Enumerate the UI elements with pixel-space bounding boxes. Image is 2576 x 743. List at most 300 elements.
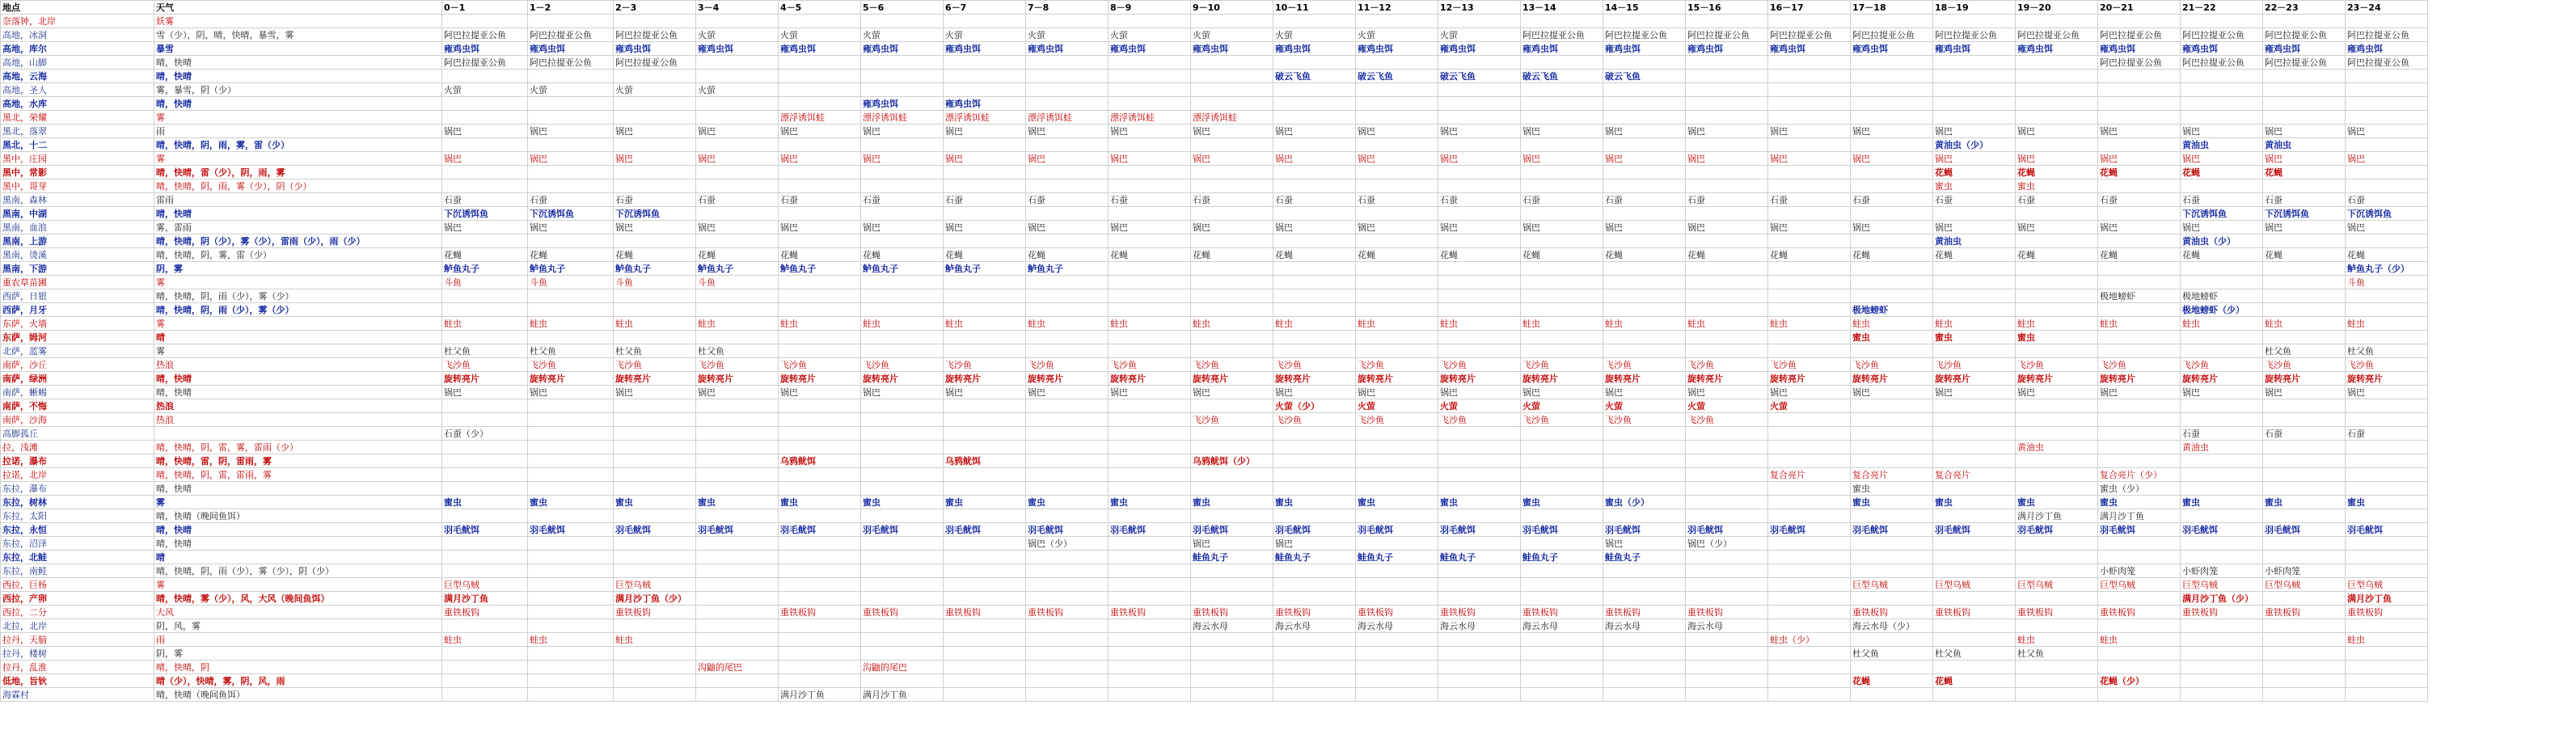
bait-cell [1768, 578, 1851, 592]
bait-cell: 雍鸡虫饵 [1026, 42, 1109, 56]
bait-cell [1521, 647, 1603, 661]
location-cell: 东拉，瀑布 [1, 482, 154, 496]
bait-cell: 蛀虫 [528, 317, 614, 331]
bait-cell: 满月沙丁鱼（少） [614, 592, 696, 606]
bait-cell [1851, 276, 1933, 289]
bait-cell: 石蚕 [1273, 193, 1356, 207]
bait-cell [696, 111, 779, 125]
bait-cell: 飞沙鱼 [1521, 413, 1603, 427]
bait-cell: 蜜虫（少） [1603, 496, 1686, 509]
bait-cell: 极地螃虾（少） [2181, 303, 2263, 317]
table-row [1, 551, 2428, 564]
bait-cell [2346, 564, 2428, 578]
bait-cell: 蛀虫 [779, 317, 861, 331]
location-cell: 黑南，中湖 [1, 207, 154, 221]
bait-cell [1438, 303, 1521, 317]
bait-cell [528, 537, 614, 551]
bait-cell [1603, 166, 1686, 179]
hour-header: 9－10 [1191, 1, 1273, 15]
hour-header: 13－14 [1521, 1, 1603, 15]
bait-cell [1851, 166, 1933, 179]
bait-cell: 巨型乌贼 [1933, 578, 2016, 592]
bait-cell [779, 234, 861, 248]
bait-cell [2098, 413, 2181, 427]
weather-cell: 雾，暴雪，阴（少） [154, 83, 442, 97]
bait-cell [1521, 537, 1603, 551]
bait-cell: 蛀虫 [1768, 317, 1851, 331]
weather-cell: 雨 [154, 125, 442, 138]
bait-cell [1933, 413, 2016, 427]
bait-cell: 重铁板钩 [1273, 606, 1356, 619]
hour-header: 6－7 [944, 1, 1026, 15]
bait-cell: 蜜虫 [528, 496, 614, 509]
bait-cell [1356, 207, 1438, 221]
bait-cell [944, 564, 1026, 578]
bait-cell [442, 441, 528, 454]
hour-header: 20－21 [2098, 1, 2181, 15]
bait-cell: 火萤 [779, 28, 861, 42]
bait-cell [528, 111, 614, 125]
bait-cell [1933, 399, 2016, 413]
bait-cell: 飞沙鱼 [2181, 358, 2263, 372]
bait-cell [779, 661, 861, 674]
bait-cell [1109, 289, 1191, 303]
bait-cell [2181, 276, 2263, 289]
bait-cell [944, 592, 1026, 606]
bait-cell: 锅巴 [2098, 125, 2181, 138]
bait-cell: 羽毛鱿饵 [2263, 523, 2346, 537]
bait-cell [2346, 674, 2428, 688]
weather-cell [154, 427, 442, 441]
bait-cell: 花蝇 [1933, 674, 2016, 688]
table-row [1, 468, 2428, 482]
bait-cell [1356, 331, 1438, 344]
bait-cell: 蛀虫 [2016, 317, 2098, 331]
bait-cell [1686, 661, 1768, 674]
bait-cell: 花蝇（少） [2098, 674, 2181, 688]
bait-cell: 锅巴 [2263, 125, 2346, 138]
bait-cell [1273, 111, 1356, 125]
bait-cell [528, 468, 614, 482]
bait-cell: 花蝇 [1273, 248, 1356, 262]
bait-cell [1686, 674, 1768, 688]
bait-cell [614, 399, 696, 413]
bait-cell [1521, 482, 1603, 496]
bait-cell [1109, 344, 1191, 358]
bait-cell [696, 688, 779, 702]
bait-cell: 锅巴 [2181, 221, 2263, 234]
bait-cell: 鲈鱼丸子 [696, 262, 779, 276]
bait-cell: 蛀虫 [1686, 317, 1768, 331]
table-row [1, 125, 2428, 138]
bait-cell: 锅巴 [1026, 152, 1109, 166]
bait-cell: 旋转亮片 [528, 372, 614, 386]
bait-cell [1686, 647, 1768, 661]
bait-cell: 旋转亮片 [1273, 372, 1356, 386]
bait-cell: 雍鸡虫饵 [1686, 42, 1768, 56]
bait-cell [528, 688, 614, 702]
bait-cell [696, 207, 779, 221]
bait-cell [1273, 592, 1356, 606]
bait-cell: 蜜虫（少） [2098, 482, 2181, 496]
bait-cell [528, 399, 614, 413]
bait-cell: 羽毛鱿饵 [1521, 523, 1603, 537]
bait-cell: 黄油虫 [2181, 441, 2263, 454]
location-cell: 奈落钟，北岸 [1, 15, 154, 28]
bait-cell: 雍鸡虫饵 [1851, 42, 1933, 56]
bait-cell [1191, 633, 1273, 647]
bait-cell: 雍鸡虫饵 [696, 42, 779, 56]
bait-cell [1273, 138, 1356, 152]
table-row [1, 661, 2428, 674]
bait-cell: 蛀虫 [1438, 317, 1521, 331]
location-cell: 高脚孤丘 [1, 427, 154, 441]
weather-cell: 晴（少），快晴，雾，阴，风，雨 [154, 674, 442, 688]
bait-cell: 火萤 [1521, 399, 1603, 413]
bait-cell [614, 688, 696, 702]
bait-cell [696, 97, 779, 111]
hour-header: 0－1 [442, 1, 528, 15]
bait-cell [2016, 661, 2098, 674]
bait-cell [779, 344, 861, 358]
bait-cell [2346, 441, 2428, 454]
bait-cell: 飞沙鱼 [779, 358, 861, 372]
bait-cell: 蛀虫 [528, 633, 614, 647]
bait-cell [2016, 303, 2098, 317]
bait-cell [1356, 427, 1438, 441]
bait-cell [779, 468, 861, 482]
bait-cell [1603, 276, 1686, 289]
bait-cell: 蜜虫 [1851, 482, 1933, 496]
bait-cell [944, 441, 1026, 454]
bait-cell [944, 647, 1026, 661]
bait-cell [2016, 468, 2098, 482]
bait-cell: 锅巴 [779, 125, 861, 138]
bait-cell [1521, 111, 1603, 125]
bait-cell: 花蝇 [861, 248, 944, 262]
bait-cell [1273, 344, 1356, 358]
bait-cell [1026, 427, 1109, 441]
bait-cell: 阿巴拉提亚公鱼 [2098, 56, 2181, 70]
bait-cell: 锅巴 [1356, 152, 1438, 166]
bait-cell [696, 674, 779, 688]
location-cell: 南萨，不悔 [1, 399, 154, 413]
bait-cell [2181, 344, 2263, 358]
bait-cell [2263, 276, 2346, 289]
bait-cell [442, 70, 528, 83]
bait-cell: 羽毛鱿饵 [1026, 523, 1109, 537]
bait-cell [1356, 647, 1438, 661]
bait-cell [1686, 234, 1768, 248]
bait-cell: 锅巴 [2098, 152, 2181, 166]
bait-cell [1603, 427, 1686, 441]
bait-cell: 花蝇 [1851, 248, 1933, 262]
bait-cell: 花蝇 [779, 248, 861, 262]
bait-cell [1191, 688, 1273, 702]
bait-cell: 鲑鱼丸子 [1356, 551, 1438, 564]
bait-cell: 石蚕（少） [442, 427, 528, 441]
bait-cell [779, 413, 861, 427]
bait-cell [696, 468, 779, 482]
bait-cell [861, 468, 944, 482]
bait-cell [2016, 537, 2098, 551]
bait-cell: 乌鸦鱿饵 [779, 454, 861, 468]
bait-cell [1933, 289, 2016, 303]
hour-header: 21－22 [2181, 1, 2263, 15]
bait-cell: 石蚕 [1603, 193, 1686, 207]
bait-cell [1521, 331, 1603, 344]
bait-cell [779, 427, 861, 441]
bait-cell: 花蝇 [1851, 674, 1933, 688]
bait-cell [1356, 234, 1438, 248]
bait-cell [944, 276, 1026, 289]
bait-cell: 重铁板钩 [2016, 606, 2098, 619]
location-cell: 南萨，绿洲 [1, 372, 154, 386]
bait-cell: 锅巴 [1768, 221, 1851, 234]
location-cell: 南萨，沙丘 [1, 358, 154, 372]
bait-cell: 锅巴 [614, 125, 696, 138]
bait-cell: 锅巴 [1273, 152, 1356, 166]
bait-cell [1438, 592, 1521, 606]
bait-cell [1438, 344, 1521, 358]
bait-cell [1273, 207, 1356, 221]
bait-cell [779, 56, 861, 70]
bait-cell [2346, 413, 2428, 427]
bait-cell [2263, 674, 2346, 688]
hour-header: 12－13 [1438, 1, 1521, 15]
bait-cell [1109, 70, 1191, 83]
bait-cell [2181, 399, 2263, 413]
bait-cell [1273, 674, 1356, 688]
bait-cell [1686, 344, 1768, 358]
hour-header: 14－15 [1603, 1, 1686, 15]
bait-cell: 满月沙丁鱼 [861, 688, 944, 702]
bait-cell [1521, 138, 1603, 152]
bait-cell: 重铁板钩 [2346, 606, 2428, 619]
location-cell: 北萨，蓝雾 [1, 344, 154, 358]
bait-cell: 花蝇 [2346, 248, 2428, 262]
bait-cell: 锅巴 [2263, 221, 2346, 234]
bait-cell: 杜父鱼 [1851, 647, 1933, 661]
bait-cell [1768, 647, 1851, 661]
bait-cell [1438, 661, 1521, 674]
bait-cell: 石蚕 [1933, 193, 2016, 207]
bait-cell: 飞沙鱼 [442, 358, 528, 372]
bait-cell [442, 619, 528, 633]
bait-cell [944, 482, 1026, 496]
bait-cell [614, 619, 696, 633]
bait-cell [1026, 509, 1109, 523]
bait-cell: 花蝇 [944, 248, 1026, 262]
bait-cell [2181, 647, 2263, 661]
bait-cell [1933, 262, 2016, 276]
bait-cell: 旋转亮片 [2016, 372, 2098, 386]
bait-cell: 满月沙丁鱼 [2016, 509, 2098, 523]
bait-cell: 飞沙鱼 [1273, 413, 1356, 427]
bait-cell: 蛀虫 [1109, 317, 1191, 331]
bait-cell: 锅巴 [1026, 125, 1109, 138]
bait-cell [2346, 303, 2428, 317]
bait-cell [779, 15, 861, 28]
location-cell: 海霖村 [1, 688, 154, 702]
bait-cell: 漂浮诱饵蛙 [779, 111, 861, 125]
bait-cell: 锅巴 [2098, 221, 2181, 234]
bait-cell [861, 166, 944, 179]
bait-cell [1191, 331, 1273, 344]
bait-cell [1521, 166, 1603, 179]
bait-cell: 花蝇 [442, 248, 528, 262]
bait-cell [614, 564, 696, 578]
bait-cell [1603, 661, 1686, 674]
bait-cell [1273, 647, 1356, 661]
location-cell: 低地，旨钬 [1, 674, 154, 688]
hour-header: 23－24 [2346, 1, 2428, 15]
bait-cell [2016, 207, 2098, 221]
bait-cell [1521, 468, 1603, 482]
bait-cell [1603, 454, 1686, 468]
table-row [1, 303, 2428, 317]
weather-cell: 晴，快晴 [154, 56, 442, 70]
bait-cell [779, 551, 861, 564]
bait-cell: 重铁板钩 [1851, 606, 1933, 619]
bait-cell: 复合亮片（少） [2098, 468, 2181, 482]
bait-cell: 锅巴 [1933, 221, 2016, 234]
bait-cell: 雍鸡虫饵 [2263, 42, 2346, 56]
bait-cell: 极地螃虾 [2098, 289, 2181, 303]
bait-cell [528, 509, 614, 523]
bait-cell [1933, 564, 2016, 578]
bait-cell [2181, 482, 2263, 496]
bait-cell: 石蚕 [2016, 193, 2098, 207]
bait-cell [1438, 564, 1521, 578]
bait-cell [1191, 70, 1273, 83]
bait-cell [1273, 166, 1356, 179]
bait-cell [1851, 207, 1933, 221]
bait-cell: 石蚕 [696, 193, 779, 207]
bait-cell: 蛀虫（少） [1768, 633, 1851, 647]
bait-cell: 蜜虫 [1521, 496, 1603, 509]
bait-cell [861, 15, 944, 28]
bait-cell: 乌鸦鱿饵（少） [1191, 454, 1273, 468]
bait-cell: 蛀虫 [2016, 633, 2098, 647]
bait-cell [1356, 276, 1438, 289]
location-cell: 拉丹，乱淮 [1, 661, 154, 674]
bait-cell [528, 289, 614, 303]
bait-cell: 雍鸡虫饵 [2181, 42, 2263, 56]
bait-cell [1026, 661, 1109, 674]
bait-cell [1273, 564, 1356, 578]
bait-cell [1521, 276, 1603, 289]
bait-cell [1686, 496, 1768, 509]
bait-cell [1109, 688, 1191, 702]
bait-cell [614, 179, 696, 193]
bait-cell [861, 344, 944, 358]
bait-cell: 火萤 [861, 28, 944, 42]
bait-cell: 锅巴 [1768, 125, 1851, 138]
bait-cell [528, 661, 614, 674]
bait-cell: 斗鱼 [2346, 276, 2428, 289]
bait-cell [1109, 276, 1191, 289]
bait-cell [1521, 262, 1603, 276]
bait-cell [2181, 111, 2263, 125]
bait-cell: 石蚕 [1356, 193, 1438, 207]
bait-cell: 蜜虫 [2181, 496, 2263, 509]
bait-cell: 羽毛鱿饵 [779, 523, 861, 537]
weather-cell: 晴，快晴，雷，阴，雷雨，雾 [154, 454, 442, 468]
bait-cell [2263, 111, 2346, 125]
bait-cell: 杜父鱼 [1933, 647, 2016, 661]
bait-cell [1603, 15, 1686, 28]
weather-cell: 雷雨 [154, 193, 442, 207]
bait-cell [2181, 413, 2263, 427]
bait-cell [1438, 83, 1521, 97]
bait-cell [2346, 482, 2428, 496]
bait-cell [1603, 179, 1686, 193]
bait-cell [528, 592, 614, 606]
bait-cell [1273, 56, 1356, 70]
bait-cell [1603, 83, 1686, 97]
hour-header: 2－3 [614, 1, 696, 15]
bait-cell [1356, 578, 1438, 592]
bait-cell [2098, 619, 2181, 633]
bait-cell [1521, 633, 1603, 647]
bait-cell [1191, 509, 1273, 523]
bait-cell [1851, 661, 1933, 674]
bait-cell [696, 454, 779, 468]
bait-cell [1026, 276, 1109, 289]
bait-cell [779, 578, 861, 592]
bait-cell: 旋转亮片 [2263, 372, 2346, 386]
bait-cell [1191, 83, 1273, 97]
bait-cell [2181, 70, 2263, 83]
table-row [1, 386, 2428, 399]
bait-cell [1356, 262, 1438, 276]
bait-cell [1356, 633, 1438, 647]
bait-cell [1851, 111, 1933, 125]
bait-cell: 雍鸡虫饵 [1933, 42, 2016, 56]
weather-cell: 晴，快晴，阴（少），雾（少），雷雨（少），雨（少） [154, 234, 442, 248]
bait-cell [779, 138, 861, 152]
bait-cell [2346, 661, 2428, 674]
location-cell: 黑北，落翠 [1, 125, 154, 138]
bait-cell [1438, 633, 1521, 647]
bait-cell [1273, 468, 1356, 482]
bait-cell: 石蚕 [2263, 193, 2346, 207]
bait-cell [1686, 15, 1768, 28]
bait-cell: 雍鸡虫饵 [1768, 42, 1851, 56]
bait-cell: 阿巴拉提亚公鱼 [2346, 28, 2428, 42]
bait-cell: 下沉诱饵鱼 [614, 207, 696, 221]
bait-cell [1933, 56, 2016, 70]
bait-cell: 锅巴 [2263, 152, 2346, 166]
bait-cell [1686, 468, 1768, 482]
bait-cell [1686, 454, 1768, 468]
bait-cell [1933, 633, 2016, 647]
bait-cell [2016, 674, 2098, 688]
bait-cell [1521, 578, 1603, 592]
bait-cell [1933, 537, 2016, 551]
weather-cell: 雾 [154, 276, 442, 289]
bait-cell: 杜父鱼 [528, 344, 614, 358]
bait-cell [1686, 331, 1768, 344]
bait-cell: 重铁板钩 [1686, 606, 1768, 619]
bait-cell: 花蝇 [2016, 166, 2098, 179]
bait-cell [861, 138, 944, 152]
bait-cell [696, 413, 779, 427]
bait-cell [1768, 179, 1851, 193]
bait-cell: 蛀虫 [1521, 317, 1603, 331]
bait-cell [1768, 138, 1851, 152]
